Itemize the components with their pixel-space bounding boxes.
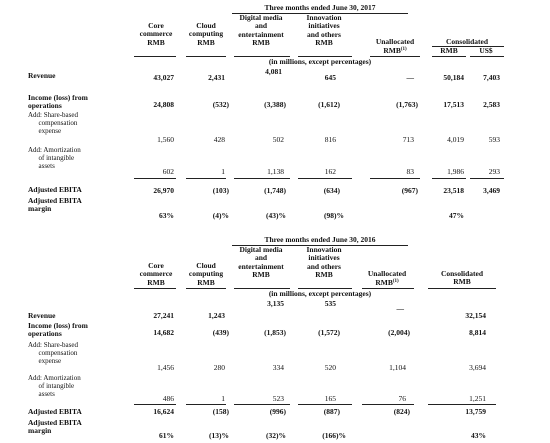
- cell: 428: [213, 135, 225, 144]
- sum-rule: [186, 404, 226, 405]
- cell: —: [406, 73, 414, 82]
- row-label-adjusted-ebita-margin: Adjusted EBITA margin: [28, 418, 82, 436]
- cell: 47%: [449, 211, 464, 220]
- cell: 486: [162, 394, 174, 403]
- sum-rule: [362, 404, 414, 405]
- col-rule: [428, 288, 496, 289]
- header-unallocated: Unallocated RMB$^{(1)}$: [375, 37, 415, 56]
- header-digital-media: Digital media and entertainment RMB: [238, 13, 284, 48]
- cell: 165: [324, 394, 336, 403]
- cell: (1,612): [318, 100, 340, 109]
- cell: (2,004): [388, 328, 410, 337]
- sum-rule: [298, 178, 352, 179]
- row-label-adjusted-ebita: Adjusted EBITA: [28, 407, 82, 416]
- header-consolidated-rmb: RMB: [440, 46, 458, 55]
- cell: (13)%: [209, 431, 229, 440]
- cell: 334: [272, 363, 284, 372]
- cell: 3,469: [483, 186, 500, 195]
- sum-rule: [186, 178, 226, 179]
- sum-rule: [234, 404, 290, 405]
- cell: (1,853): [264, 328, 286, 337]
- header-innovation: Innovation initiatives and others RMB: [306, 245, 342, 280]
- cell: (1,763): [396, 100, 418, 109]
- cell: 1,986: [447, 167, 464, 176]
- cell: 4,019: [447, 135, 464, 144]
- cell: 3,135: [267, 299, 284, 308]
- col-rule: [432, 56, 466, 57]
- cell: (32)%: [266, 431, 286, 440]
- cell: 593: [488, 135, 500, 144]
- cell: 2,431: [208, 73, 225, 82]
- cell: 13,759: [465, 407, 486, 416]
- cell: 602: [162, 167, 174, 176]
- cell: 280: [213, 363, 225, 372]
- sum-rule: [234, 178, 290, 179]
- col-rule: [470, 56, 504, 57]
- sum-rule: [432, 178, 466, 179]
- header-unallocated: Unallocated RMB$^{(1)}$: [367, 269, 407, 288]
- header-innovation: Innovation initiatives and others RMB: [306, 13, 342, 48]
- units-note: (in millions, except percentages): [268, 289, 372, 298]
- cell: 50,184: [443, 73, 464, 82]
- col-rule: [134, 288, 176, 289]
- cell: 63%: [159, 211, 174, 220]
- cell: 27,241: [153, 311, 174, 320]
- cell: (3,388): [264, 100, 286, 109]
- cell: 1,104: [389, 363, 406, 372]
- cell: 645: [324, 73, 336, 82]
- cell: (43)%: [266, 211, 286, 220]
- units-note: (in millions, except percentages): [268, 57, 372, 66]
- col-rule: [134, 56, 176, 57]
- cell: 523: [272, 394, 284, 403]
- cell: (1,572): [318, 328, 340, 337]
- cell: (996): [269, 407, 286, 416]
- row-label-income-from-operations: Income (loss) from operations: [28, 321, 88, 339]
- header-consolidated: Consolidated: [445, 37, 489, 46]
- cell: 8,814: [469, 328, 486, 337]
- period-header-2017: Three months ended June 30, 2017: [264, 3, 376, 12]
- cell: (4)%: [212, 211, 229, 220]
- cell: 1,138: [267, 167, 284, 176]
- cell: 7,403: [483, 73, 500, 82]
- cell: (1,748): [264, 186, 286, 195]
- cell: 1: [221, 394, 225, 403]
- cell: 1,560: [157, 135, 174, 144]
- header-core-commerce: Core commerce RMB: [139, 261, 173, 287]
- cell: 17,513: [443, 100, 464, 109]
- cell: 43%: [471, 431, 486, 440]
- cell: 24,808: [153, 100, 174, 109]
- cell: 293: [488, 167, 500, 176]
- cell: —: [396, 304, 404, 313]
- sum-rule: [298, 404, 352, 405]
- cell: 26,970: [153, 186, 174, 195]
- cell: (439): [212, 328, 229, 337]
- cell: (532): [212, 100, 229, 109]
- row-label-revenue: Revenue: [28, 311, 56, 320]
- cell: 1: [221, 167, 225, 176]
- cell: 83: [406, 167, 414, 176]
- cell: 1,251: [469, 394, 486, 403]
- cell: 162: [324, 167, 336, 176]
- cell: (158): [212, 407, 229, 416]
- period-header-2016: Three months ended June 30, 2016: [264, 235, 376, 244]
- row-label-income-from-operations: Income (loss) from operations: [28, 93, 88, 111]
- cell: (967): [401, 186, 418, 195]
- sum-rule: [470, 178, 504, 179]
- cell: (103): [212, 186, 229, 195]
- col-rule: [186, 56, 226, 57]
- cell: 32,154: [465, 311, 486, 320]
- header-cloud-computing: Cloud computing RMB: [188, 21, 224, 47]
- cell: 14,682: [153, 328, 174, 337]
- cell: 76: [398, 394, 406, 403]
- header-digital-media: Digital media and entertainment RMB: [238, 245, 284, 280]
- header-cloud-computing: Cloud computing RMB: [188, 261, 224, 287]
- cell: (98)%: [324, 211, 344, 220]
- cell: 23,518: [443, 186, 464, 195]
- cell: 520: [324, 363, 336, 372]
- cell: (887): [323, 407, 340, 416]
- cell: 4,081: [265, 67, 282, 76]
- header-consolidated: Consolidated RMB: [440, 269, 484, 287]
- row-label-adjusted-ebita: Adjusted EBITA: [28, 185, 82, 194]
- col-rule: [186, 288, 226, 289]
- row-label-share-based-compensation: Add: Share-based compensation expense: [28, 111, 78, 136]
- sum-rule: [428, 404, 496, 405]
- sum-rule: [370, 178, 420, 179]
- cell: 1,456: [157, 363, 174, 372]
- cell: 1,243: [208, 311, 225, 320]
- col-rule: [370, 56, 420, 57]
- sum-rule: [134, 178, 176, 179]
- cell: 816: [324, 135, 336, 144]
- cell: 502: [272, 135, 284, 144]
- row-label-amortization: Add: Amortization of intangible assets: [28, 374, 81, 399]
- row-label-revenue: Revenue: [28, 71, 56, 80]
- cell: 713: [402, 135, 414, 144]
- sum-rule: [134, 404, 176, 405]
- header-consolidated-usd: US$: [479, 46, 493, 55]
- row-label-adjusted-ebita-margin: Adjusted EBITA margin: [28, 196, 82, 214]
- cell: 3,694: [469, 363, 486, 372]
- cell: (634): [323, 186, 340, 195]
- cell: 2,583: [483, 100, 500, 109]
- header-core-commerce: Core commerce RMB: [139, 21, 173, 47]
- cell: 61%: [159, 431, 174, 440]
- cell: 535: [324, 299, 336, 308]
- row-label-amortization: Add: Amortization of intangible assets: [28, 146, 81, 171]
- cell: (824): [393, 407, 410, 416]
- row-label-share-based-compensation: Add: Share-based compensation expense: [28, 341, 78, 366]
- cell: (166)%: [322, 431, 346, 440]
- cell: 16,624: [153, 407, 174, 416]
- cell: 43,027: [153, 73, 174, 82]
